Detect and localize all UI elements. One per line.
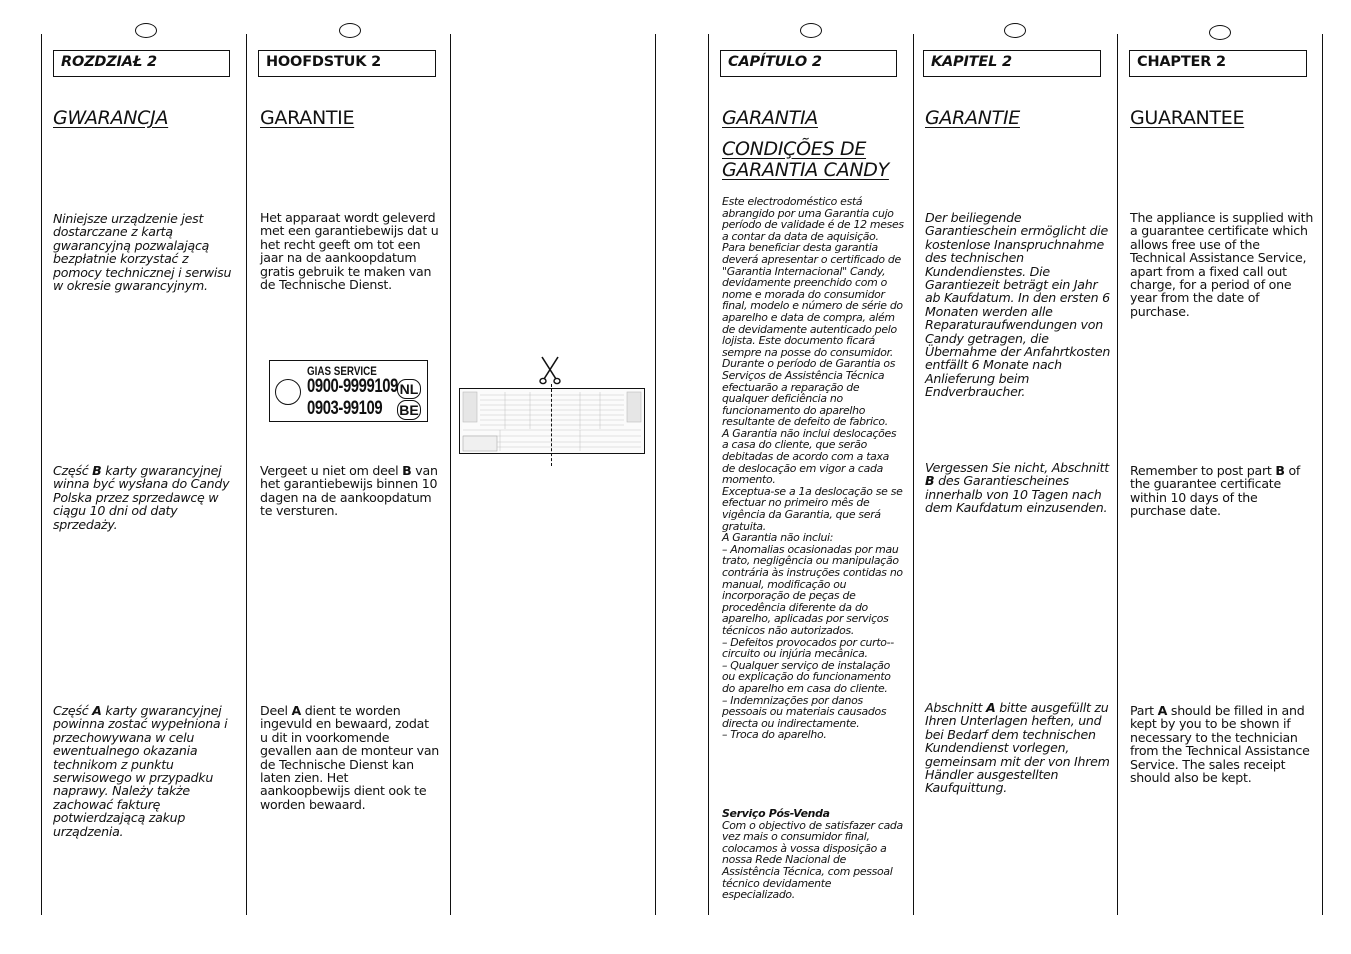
paragraph-intro: The appliance is supplied with a guarantee certificate which allows free use of the Technical Assistance Service, apart from a fixed call out charge, for a period of one year from the date of purchase.: [1130, 210, 1314, 319]
column-german: [923, 50, 1101, 77]
country-code-be: BE: [397, 400, 421, 420]
section-title: GARANTIE: [925, 107, 1020, 129]
chapter-header: CHAPTER 2: [1129, 50, 1307, 77]
section-title: GARANTIE: [260, 107, 355, 129]
language-oval-icon: [800, 23, 822, 38]
paragraph-part-b: Część B karty gwarancyjnej winna być wysłana do Candy Polska przez sprzedawcę w ciągu 10 dni od daty sprzedaży.: [53, 463, 230, 532]
chapter-header: ROZDZIAŁ 2: [53, 50, 230, 77]
paragraph-part-a: Part A should be filled in and kept by you to be shown if necessary to the technician from the Technical Assistance Service. The sales receipt should also be kept.: [1130, 703, 1310, 786]
paragraph-part-b: Vergeet u niet om deel B van het garantiebewijs binnen 10 dagen na de aankoopdatum te versturen.: [260, 463, 438, 519]
phone-number-nl: 0900-9999109: [307, 376, 398, 397]
column-divider: [41, 34, 42, 915]
section-title: GUARANTEE: [1130, 107, 1245, 129]
section-subtitle: CONDIÇÕES DE GARANTIA CANDY: [722, 138, 889, 181]
scissors-icon: [539, 355, 561, 385]
paragraph-part-a: Deel A dient te worden ingevuld en bewaard, zodat u dit in voorkomende gevallen aan de monteur van de Technische Dienst kan laten zien. Het aankoopbewijs dient ook te worden bewaard.: [260, 703, 440, 812]
paragraph-part-a: Część A karty gwarancyjnej powinna zostać wypełniona i przechowywana w celu ewentualnego okazania technikom z punktu serwisowego w przypadku naprawy. Należy także zachować fakturę potwierdzającą zakup urządzenia.: [53, 703, 228, 839]
paragraph-intro: Der beiliegende Garantieschein ermöglicht die kostenlose Inanspruchnahme des technischen Kundendienstes. Die Garantiezeit beträgt ein Jahr ab Kaufdatum. In den ersten 6 Monaten werden alle Reparaturaufwendungen von Candy getragen, die Übernahme der Anfahrtkosten entfällt 6 Monate nach Anlieferung beim Endverbraucher.: [925, 210, 1111, 400]
column-polish: [53, 50, 230, 77]
column-english: [1129, 50, 1307, 77]
column-divider: [450, 34, 451, 915]
paragraph-guarantee-conditions: Este electrodoméstico está abrangido por uma Garantia cujo período de validade é de 12 meses a contar da data de aquisição. Para beneficiar desta garantia deverá apresentar o certificado de "Garantia Internacional" Candy, devidamente preenchido com o nome e morada do consumidor final, modelo e número de série do aparelho e data de compra, além de devidamente autenticado pelo lojista. Este documento ficará sempre na posse do consumidor. Durante o período de Garantia os Serviços de Assistência Técnica efectuarão a reparação de qualquer deficiência no funcionamento do aparelho resultante de defeito de fabrico. A Garantia não inclui deslocações a casa do cliente, que serão debitadas de acordo com a taxa de deslocação em vigor a cada momento. Exceptua-se a 1a deslocação se se efectuar no primeiro mês de vigência da Garantia, que será gratuita. A Garantia não inclui: – Anomalias ocasionadas por mau trato, negligência ou manipulação contrária às instruções contidas no manual, modificação ou incorporação de peças de procedência diferente da do aparelho, aplicadas por serviços técnicos não autorizados. – Defeitos provocados por curto--circuito ou injúria mecânica. – Qualquer serviço de instalação ou explicação do funcionamento do aparelho em casa do cliente. – Indemnizações por danos pessoais ou materiais causados directa ou indirectamente. – Troca do aparelho.: [722, 195, 904, 742]
paragraph-intro: Het apparaat wordt geleverd met een garantiebewijs dat u het recht geeft om tot een jaar na de aankoopdatum gratis gebruik te maken van de Technische Dienst.: [260, 210, 439, 293]
column-divider: [655, 34, 656, 915]
column-divider: [708, 34, 709, 915]
service-text: Com o objectivo de satisfazer cada vez mais o consumidor final, colocamos à vossa disposição a nossa Rede Nacional de Assistência Técnica, com pessoal técnico devidamente especializado.: [722, 818, 903, 902]
column-divider: [1117, 34, 1118, 915]
language-oval-icon: [1004, 23, 1026, 38]
circle-icon: [275, 379, 301, 405]
paragraph-intro: Niniejsze urządzenie jest dostarczane z kartą gwarancyjną pozwalającą bezpłatnie korzystać z pomocy technicznej i serwisu w okresie gwarancyjnym.: [53, 211, 232, 294]
phone-number-be: 0903-99109: [307, 398, 383, 419]
section-title: GWARANCJA: [53, 107, 169, 129]
chapter-header: CAPÍTULO 2: [720, 50, 897, 77]
country-code-nl: NL: [397, 379, 421, 399]
gias-service-box: [269, 360, 428, 422]
service-section: [722, 808, 904, 901]
cut-line: [551, 384, 552, 466]
chapter-header: HOOFDSTUK 2: [258, 50, 436, 77]
section-title: GARANTIA: [722, 107, 818, 129]
gias-service-label: GIAS SERVICE: [307, 364, 377, 378]
chapter-header: KAPITEL 2: [923, 50, 1101, 77]
column-divider: [1322, 34, 1323, 915]
paragraph-part-b: Remember to post part B of the guarantee certificate within 10 days of the purchase date.: [1130, 463, 1301, 519]
column-divider: [246, 34, 247, 915]
column-portuguese: [720, 50, 897, 77]
guarantee-certificate-image: [459, 388, 645, 454]
language-oval-icon: [339, 23, 361, 38]
paragraph-part-a: Abschnitt A bitte ausgefüllt zu Ihren Unterlagen heften, und bei Bedarf dem technischen Kundendienst vorlegen, gemeinsam mit der von Ihrem Händler ausgestellten Kaufquittung.: [925, 700, 1110, 796]
language-oval-icon: [135, 23, 157, 38]
column-divider: [913, 34, 914, 915]
service-title: Serviço Pós-Venda: [722, 807, 830, 820]
paragraph-part-b: Vergessen Sie nicht, Abschnitt B des Garantiescheines innerhalb von 10 Tagen nach dem Kaufdatum einzusenden.: [925, 460, 1109, 516]
language-oval-icon: [1209, 25, 1231, 40]
column-dutch: [258, 50, 436, 77]
